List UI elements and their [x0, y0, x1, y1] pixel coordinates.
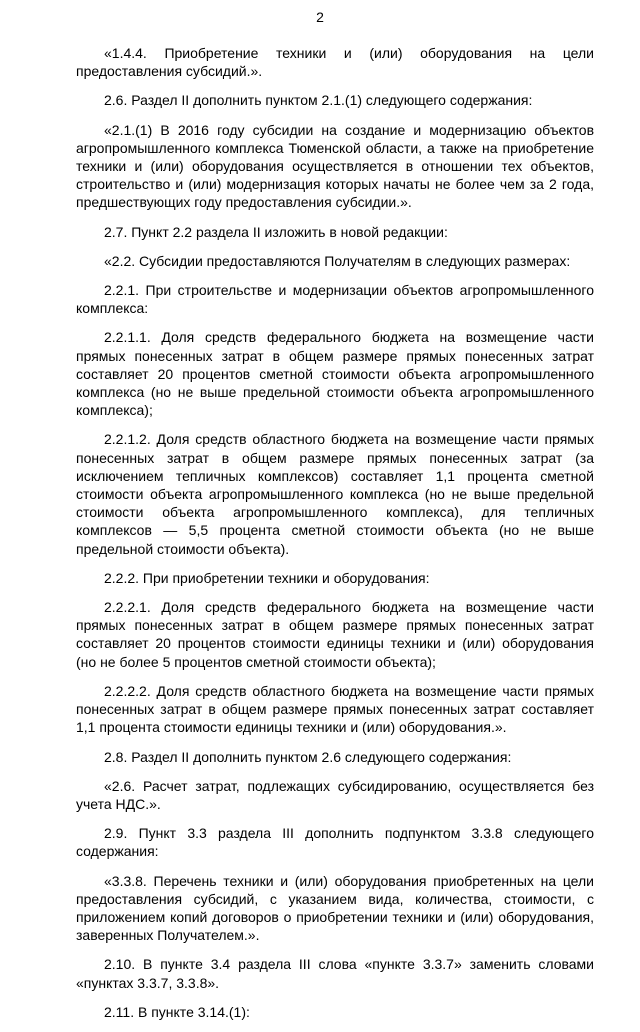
paragraph: 2.2.2.1. Доля средств федерального бюджета на возмещение части прямых понесенных затрат в общем размере прямых понесенных затрат составляет 20 процентов стоимости единицы техники и (или) оборудования (но не более 5 процентов сметной стоимости объекта); [76, 599, 594, 670]
paragraph: 2.2.2. При приобретении техники и оборудования: [104, 569, 430, 586]
paragraph: 2.2.1.2. Доля средств областного бюджета на возмещение части прямых понесенных затрат в общем размере прямых понесенных затрат (за исключением тепличных комплексов) составляет 1,1 процента сметной стоимости объекта агропромышленного комплекса (но не выше предельной стоимости объекта агропромышленного комплекса), для тепличных комплексов — 5,5 процента сметной стоимости объекта (но не выше предельной стоимости объекта). [76, 431, 594, 557]
paragraph: 2.2.1.1. Доля средств федерального бюджета на возмещение части прямых понесенных затрат в общем размере прямых понесенных затрат составляет 20 процентов сметной стоимости объекта агропромышленного комплекса (но не выше предельной стоимости объекта агропромышленного комплекса); [76, 329, 594, 419]
paragraph: «2.1.(1) В 2016 году субсидии на создание и модернизацию объектов агропромышленного комплекса Тюменской области, а также на приобретение техники и (или) оборудования осуществляется в отношении тех объектов, строительство и (или) модернизация которых начаты не более чем за 2 года, предшествующих году предоставления субсидии.». [76, 121, 594, 211]
paragraph: «3.3.8. Перечень техники и (или) оборудования приобретенных на цели предоставления субсидий, с указанием вида, количества, стоимости, с приложением копий договоров о приобретении техники и (или) оборудования, заверенных Получателем.». [76, 872, 594, 944]
paragraph: 2.8. Раздел II дополнить пунктом 2.6 следующего содержания: [104, 748, 512, 765]
paragraph: 2.11. В пункте 3.14.(1): [104, 1003, 250, 1020]
paragraph: «2.6. Расчет затрат, подлежащих субсидированию, осуществляется без учета НДС.». [76, 777, 594, 812]
paragraph: 2.2.2.2. Доля средств областного бюджета на возмещение части прямых понесенных затрат в общем размере прямых понесенных затрат составляет 1,1 процента стоимости единицы техники и (или) оборудования.». [76, 682, 594, 736]
paragraph: 2.7. Пункт 2.2 раздела II изложить в новой редакции: [104, 223, 448, 240]
paragraph: 2.9. Пункт 3.3 раздела III дополнить подпунктом 3.3.8 следующего содержания: [76, 825, 594, 860]
paragraph: 2.2.1. При строительстве и модернизации объектов агропромышленного комплекса: [76, 282, 594, 317]
paragraph: «2.2. Субсидии предоставляются Получателям в следующих размерах: [104, 252, 571, 269]
paragraph: «1.4.4. Приобретение техники и (или) оборудования на цели предоставления субсидий.». [76, 45, 594, 80]
page-number: 2 [316, 9, 324, 25]
paragraph: 2.6. Раздел II дополнить пунктом 2.1.(1) следующего содержания: [104, 92, 533, 109]
paragraph: 2.10. В пункте 3.4 раздела III слова «пункте 3.3.7» заменить словами «пунктах 3.3.7, 3.3.8». [76, 956, 594, 991]
document-body [76, 44, 594, 1032]
